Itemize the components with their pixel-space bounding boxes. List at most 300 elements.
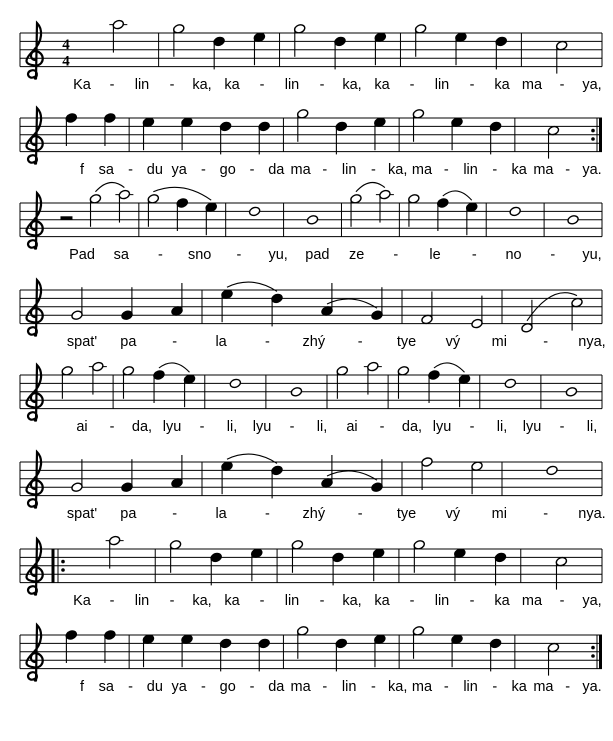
note (106, 535, 124, 568)
note (471, 461, 483, 494)
lyrics-line (73, 77, 602, 93)
note (451, 634, 463, 667)
note (414, 23, 426, 56)
lyric-syllable: - (128, 162, 133, 178)
treble-clef-icon (27, 539, 43, 595)
lyric-syllable: ma (290, 679, 311, 695)
lyric-syllable: vý (445, 334, 461, 350)
note (253, 32, 265, 65)
lyric-syllable: lyu (252, 419, 272, 435)
note (65, 630, 77, 663)
staff-system-1 (20, 19, 602, 93)
measure (229, 378, 241, 389)
note (334, 36, 346, 69)
lyric-syllable: go (219, 679, 236, 695)
staff-system-4 (20, 280, 606, 350)
note (332, 552, 344, 585)
measure (397, 365, 470, 407)
measure (291, 539, 385, 585)
lyric-syllable: mi (491, 334, 507, 350)
note (153, 370, 165, 403)
note (376, 189, 394, 222)
lyric-syllable: ka (494, 77, 510, 93)
note (142, 117, 154, 150)
note (109, 19, 127, 52)
note (336, 365, 348, 398)
lyric-syllable: - (469, 77, 475, 93)
lyric-syllable: li, (316, 419, 328, 435)
note (350, 193, 362, 226)
lyric-syllable: pa (120, 334, 137, 350)
lyric-syllable: ai (346, 419, 358, 435)
lyric-syllable: - (236, 247, 242, 263)
measure (248, 206, 260, 217)
measure (173, 23, 266, 69)
lyric-syllable: ka, (388, 679, 408, 695)
note (219, 638, 231, 671)
note (219, 121, 231, 154)
lyric-syllable: - (371, 162, 376, 178)
lyric-syllable: - (109, 77, 115, 93)
lyric-syllable: le (429, 247, 441, 263)
slur (434, 363, 465, 372)
note (121, 459, 133, 492)
lyric-syllable: f (79, 162, 85, 178)
note (248, 206, 260, 217)
lyric-syllable: - (322, 679, 328, 695)
treble-clef-icon (27, 108, 43, 164)
lyric-syllable: yu, (582, 247, 602, 263)
lyric-syllable: da (268, 162, 285, 178)
slur (443, 191, 472, 200)
lyric-syllable: no (505, 247, 522, 263)
lyric-syllable: tye (396, 506, 417, 522)
note (451, 117, 463, 150)
lyric-syllable: ma (521, 77, 543, 93)
measure (412, 625, 502, 671)
slur (95, 182, 124, 191)
measure (169, 539, 263, 585)
measure (556, 40, 568, 73)
measure (555, 556, 567, 589)
measure (106, 535, 124, 568)
note (546, 465, 558, 476)
note (372, 548, 384, 581)
treble-clef-icon (27, 23, 43, 79)
lyric-syllable: - (559, 419, 565, 435)
lyrics-line (80, 162, 602, 178)
lyric-syllable: du (146, 679, 163, 695)
lyric-syllable: - (409, 593, 415, 609)
lyric-syllable: ka, (192, 77, 212, 93)
lyric-syllable: - (249, 679, 255, 695)
lyric-syllable: lin (341, 679, 357, 695)
measure (547, 125, 559, 158)
lyric-syllable: lin (463, 679, 478, 695)
lyric-syllable: ze (348, 247, 365, 263)
time-signature-top: 4 (62, 36, 70, 53)
note (104, 113, 116, 146)
lyric-syllable: vý (445, 506, 461, 522)
lyric-syllable: ka, (388, 162, 408, 178)
lyric-syllable: - (259, 593, 265, 609)
lyric-syllable: lin (134, 77, 150, 93)
lyrics-line (67, 506, 606, 522)
note (428, 370, 440, 403)
lyric-syllable: zhý (302, 506, 326, 522)
measure (546, 465, 558, 476)
lyric-syllable: - (169, 77, 175, 93)
treble-clef-icon (27, 365, 43, 421)
note (229, 378, 241, 389)
lyric-syllable: Ka (73, 77, 91, 93)
lyric-syllable: ya. (582, 679, 602, 695)
lyric-syllable: - (259, 77, 265, 93)
note (121, 287, 133, 320)
measure (306, 214, 318, 225)
lyric-syllable: ka (511, 162, 527, 178)
lyric-syllable: - (357, 506, 363, 522)
measure (294, 23, 387, 69)
lyric-syllable: ya, (582, 593, 602, 609)
measure (350, 189, 394, 227)
lyric-syllable: lin (463, 162, 478, 178)
slur (356, 182, 385, 191)
note (258, 638, 270, 671)
note (374, 117, 386, 150)
lyric-syllable: lin (341, 162, 357, 178)
measure (412, 108, 502, 154)
measure (504, 378, 516, 389)
note (61, 365, 73, 398)
note (421, 457, 433, 490)
lyric-syllable: - (249, 162, 255, 178)
lyric-syllable: - (201, 679, 206, 695)
lyric-syllable: - (265, 506, 270, 522)
lyric-syllable: - (471, 247, 477, 263)
lyric-syllable: sa (113, 247, 129, 263)
staff-system-8 (20, 625, 602, 695)
lyric-syllable: lin (434, 593, 450, 609)
lyric-syllable: ya, (582, 77, 602, 93)
lyric-syllable: lyu (162, 419, 182, 435)
lyric-syllable: - (158, 247, 163, 263)
note (176, 198, 188, 231)
lyric-syllable: sa (98, 679, 114, 695)
note (181, 117, 193, 150)
note (213, 36, 225, 69)
treble-clef-icon (27, 193, 43, 249)
lyric-syllable: nya. (578, 506, 606, 522)
lyric-syllable: ma (533, 162, 554, 178)
note (89, 193, 101, 226)
lyric-syllable: ka, (192, 593, 212, 609)
note (571, 297, 583, 330)
lyric-syllable: sa (98, 162, 114, 178)
note (466, 202, 478, 235)
lyric-syllable: lin (134, 593, 150, 609)
measure (567, 214, 579, 225)
lyric-syllable: pa (120, 506, 137, 522)
lyric-syllable: ka, (342, 77, 362, 93)
lyric-syllable: - (469, 419, 475, 435)
staff-system-2 (20, 108, 602, 178)
lyric-syllable: - (559, 77, 565, 93)
lyric-syllable: sno (187, 247, 212, 263)
lyric-syllable: - (289, 419, 295, 435)
lyric-syllable: li, (226, 419, 238, 435)
lyric-syllable: mi (491, 506, 507, 522)
note (205, 202, 217, 235)
lyric-syllable: Pad (69, 247, 95, 263)
lyric-syllable: ma (411, 162, 433, 178)
note (547, 125, 559, 158)
measure (142, 634, 270, 672)
measure (60, 189, 133, 227)
lyric-syllable: Ka (73, 593, 91, 609)
note (169, 539, 181, 572)
note (321, 283, 333, 316)
lyric-syllable: ma (521, 593, 543, 609)
note (251, 548, 263, 581)
note (489, 638, 501, 671)
lyric-syllable: li, (496, 419, 508, 435)
note (567, 214, 579, 225)
note (371, 459, 383, 492)
lyric-syllable: ma (411, 679, 433, 695)
lyrics-line (69, 247, 602, 263)
measure (413, 539, 507, 585)
note (104, 630, 116, 663)
note (509, 206, 521, 217)
lyric-syllable: - (109, 419, 115, 435)
staff-system-3 (20, 182, 602, 263)
note (294, 23, 306, 56)
measure (547, 642, 559, 675)
note (221, 289, 233, 322)
note (408, 193, 420, 226)
note (555, 556, 567, 589)
note (437, 198, 449, 231)
slur (153, 187, 211, 200)
measure (142, 117, 270, 155)
lyric-syllable: - (128, 679, 133, 695)
note (412, 108, 424, 141)
note (89, 361, 107, 394)
note (271, 465, 283, 498)
note (565, 386, 577, 397)
measure (297, 108, 387, 154)
note (65, 113, 77, 146)
lyric-syllable: go (219, 162, 236, 178)
lyrics-line (67, 334, 606, 350)
note (521, 300, 533, 333)
measure (509, 206, 521, 217)
note (471, 296, 483, 329)
lyric-syllable: - (492, 162, 498, 178)
note (142, 634, 154, 667)
lyric-syllable: da, (131, 419, 153, 435)
measure (122, 365, 195, 407)
note (335, 121, 347, 154)
note (374, 32, 386, 65)
lyric-syllable: ka (511, 679, 527, 695)
note (271, 293, 283, 326)
lyric-syllable: - (393, 247, 399, 263)
lyric-syllable: ka, (342, 593, 362, 609)
lyric-syllable: la (215, 334, 227, 350)
lyric-syllable: pad (305, 247, 330, 263)
note (183, 374, 195, 407)
lyric-syllable: ai (76, 419, 88, 435)
lyric-syllable: ka (494, 593, 510, 609)
lyric-syllable: - (379, 419, 385, 435)
treble-clef-icon (27, 280, 43, 336)
note (210, 552, 222, 585)
lyric-syllable: - (443, 162, 449, 178)
measure (336, 361, 382, 399)
note (297, 625, 309, 658)
note (297, 108, 309, 141)
lyric-syllable: - (409, 77, 415, 93)
lyric-syllable: li, (586, 419, 598, 435)
note (290, 386, 302, 397)
treble-clef-icon (27, 452, 43, 508)
note (173, 23, 185, 56)
staff-system-7 (20, 535, 602, 609)
measure (414, 23, 507, 69)
treble-clef-icon (27, 625, 43, 681)
half-rest (60, 216, 72, 220)
lyric-syllable: - (559, 593, 565, 609)
lyric-syllable: ya (171, 679, 187, 695)
lyric-syllable: lin (284, 77, 300, 93)
lyric-syllable: - (172, 334, 178, 350)
lyric-syllable: - (469, 593, 475, 609)
lyric-syllable: ma (290, 162, 311, 178)
time-signature-bottom: 4 (62, 53, 70, 70)
lyric-syllable: zhý (302, 334, 326, 350)
lyric-syllable: - (550, 247, 556, 263)
note (181, 634, 193, 667)
lyric-syllable: - (565, 679, 571, 695)
note (458, 374, 470, 407)
measure (147, 193, 217, 235)
measure (290, 386, 302, 397)
note (421, 291, 433, 324)
measure (109, 19, 127, 52)
note (374, 634, 386, 667)
lyric-syllable: - (492, 679, 498, 695)
lyric-syllable: spat' (66, 506, 98, 522)
lyric-syllable: - (265, 334, 270, 350)
lyric-syllable: tye (396, 334, 417, 350)
lyric-syllable: du (146, 162, 163, 178)
lyric-syllable: - (319, 77, 325, 93)
lyric-syllable: ka (224, 593, 240, 609)
note (291, 539, 303, 572)
measure (565, 386, 577, 397)
note (412, 625, 424, 658)
note (147, 193, 159, 226)
lyric-syllable: - (172, 506, 178, 522)
note (115, 189, 133, 222)
note (495, 36, 507, 69)
lyric-syllable: lin (434, 77, 450, 93)
lyric-syllable: - (109, 593, 115, 609)
lyric-syllable: ka (374, 593, 390, 609)
lyric-syllable: lin (284, 593, 300, 609)
note (221, 461, 233, 494)
note (321, 455, 333, 488)
lyric-syllable: - (322, 162, 328, 178)
lyrics-line (73, 593, 602, 609)
note (454, 548, 466, 581)
lyric-syllable: - (199, 419, 205, 435)
note (122, 365, 134, 398)
slur (159, 363, 190, 372)
lyric-syllable: yu, (268, 247, 288, 263)
lyric-syllable: ma (533, 679, 554, 695)
note (413, 539, 425, 572)
measure (297, 625, 387, 671)
note (71, 287, 83, 320)
measure (408, 193, 478, 235)
lyric-syllable: nya, (578, 334, 606, 350)
lyric-syllable: ya (171, 162, 187, 178)
lyric-syllable: ya. (582, 162, 602, 178)
note (489, 121, 501, 154)
lyric-syllable: lyu (432, 419, 452, 435)
lyric-syllable: - (565, 162, 571, 178)
note (171, 283, 183, 316)
lyric-syllable: - (543, 334, 549, 350)
lyric-syllable: - (371, 679, 376, 695)
lyric-syllable: f (79, 679, 85, 695)
note (258, 121, 270, 154)
lyric-syllable: - (169, 593, 175, 609)
note (335, 638, 347, 671)
lyric-syllable: da, (401, 419, 423, 435)
measure (61, 361, 107, 399)
note (455, 32, 467, 65)
lyric-syllable: - (543, 506, 549, 522)
note (364, 361, 382, 394)
lyric-syllable: - (201, 162, 206, 178)
lyric-syllable: la (215, 506, 227, 522)
staff-system-6 (20, 452, 606, 522)
note (494, 552, 506, 585)
lyric-syllable: da (268, 679, 285, 695)
note (171, 455, 183, 488)
note (371, 287, 383, 320)
note (504, 378, 516, 389)
lyric-syllable: lyu (522, 419, 542, 435)
note (71, 459, 83, 492)
note (556, 40, 568, 73)
lyric-syllable: - (443, 679, 449, 695)
note (306, 214, 318, 225)
note (397, 365, 409, 398)
note (547, 642, 559, 675)
lyric-syllable: spat' (66, 334, 98, 350)
lyric-syllable: - (357, 334, 363, 350)
lyric-syllable: ka (374, 77, 390, 93)
lyric-syllable: - (319, 593, 325, 609)
lyrics-line (76, 419, 597, 435)
lyric-syllable: ka (224, 77, 240, 93)
lyrics-line (80, 679, 602, 695)
